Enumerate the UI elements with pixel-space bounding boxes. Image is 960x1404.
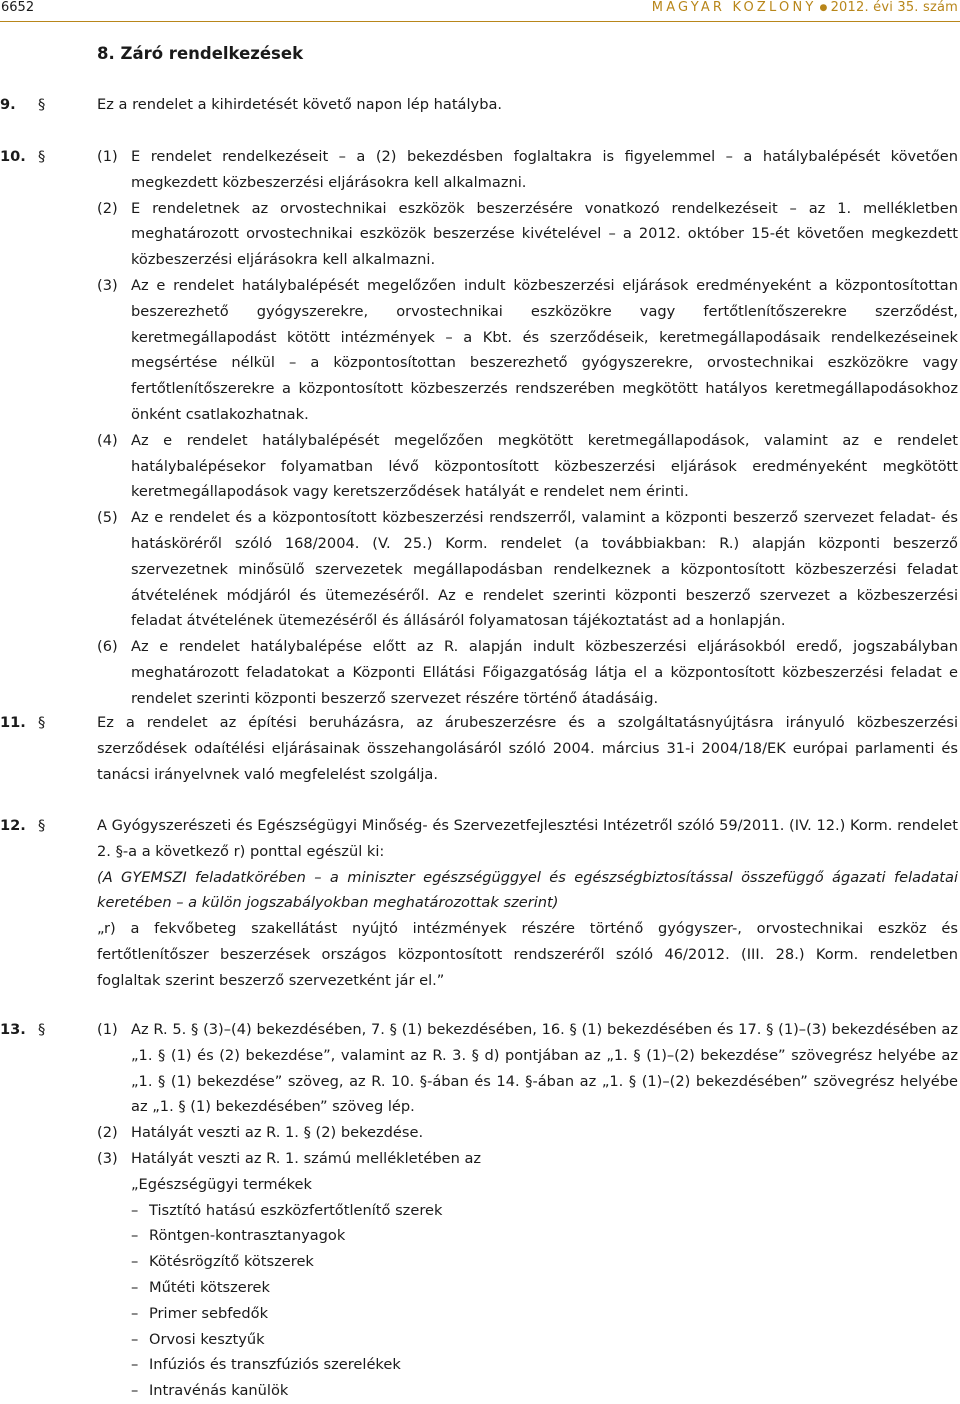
amendment-context: (A GYEMSZI feladatkörében – a miniszter egészségüggyel és egészségbiztosítással összefüggő ágazati feladatai keretében – a külön jogszabályokban meghatározottak szerint) [97, 868, 958, 912]
list-item-text: Intravénás kanülök [149, 1382, 289, 1400]
list-item-text: Kötésrögzítő kötszerek [149, 1253, 314, 1271]
section-mark: § [38, 714, 46, 731]
paragraph-6 [97, 634, 958, 711]
list-item-text: Tisztító hatású eszközfertőtlenítő szerek [149, 1201, 443, 1219]
list-item-text: Röntgen-kontrasztanyagok [149, 1227, 346, 1245]
paragraph-1 [97, 1017, 958, 1120]
section-number: 12. [0, 817, 26, 834]
paragraph-text: Hatályát veszti az R. 1. § (2) bekezdése. [131, 1124, 424, 1142]
dash-icon: – [131, 1253, 139, 1271]
repealed-heading: „Egészségügyi termékek [131, 1175, 312, 1193]
repealed-items-list [131, 1198, 958, 1404]
list-item [131, 1352, 958, 1378]
list-item-text: Infúziós és transzfúziós szerelékek [149, 1356, 401, 1374]
dash-icon: – [131, 1278, 139, 1296]
chapter-title: 8. Záró rendelkezések [97, 44, 304, 63]
dash-icon: – [131, 1382, 139, 1400]
paragraph-text: Az e rendelet hatálybalépése előtt az R. alapján indult közbeszerzési eljárásokból eredő, jogszabályban meghatározott feladatokat a Központi Ellátási Főigazgatóság látja el a központosított közbeszerzési feladat e rendelet szerinti központi beszerző szervezet részére történő átadásáig. [131, 638, 958, 707]
list-item [131, 1275, 958, 1301]
page-number: 6652 [1, 0, 35, 15]
paragraph-number: (2) [97, 1124, 118, 1142]
list-item [131, 1249, 958, 1275]
paragraph-text: Az e rendelet hatálybalépését megelőzően megkötött keretmegállapodások, valamint az e rendelet hatálybalépésekor folyamatban lévő központosított közbeszerzési eljárások eredményeként megkötött keretmegállapodások vagy keretszerződések hatályát e rendelet nem érinti. [131, 431, 958, 501]
paragraph-number: (1) [97, 148, 118, 165]
dash-icon: – [131, 1356, 139, 1374]
dash-icon: – [131, 1201, 139, 1219]
section-13 [0, 1017, 960, 1404]
paragraph-text: E rendelet rendelkezéseit – a (2) bekezdésben foglaltakra is figyelemmel – a hatálybalépését követően megkezdett közbeszerzési eljárásokra kell alkalmazni. [131, 148, 958, 191]
page-header [0, 0, 960, 20]
paragraph-number: (3) [97, 1149, 118, 1167]
section-number: 10. [0, 148, 26, 165]
section-11 [0, 710, 960, 787]
list-item [131, 1198, 958, 1224]
journal-info [652, 0, 958, 16]
list-item-text: Primer sebfedők [149, 1304, 269, 1322]
paragraph-text: E rendeletnek az orvostechnikai eszközök beszerzésére vonatkozó rendelkezéseit – az 1. mellékletben meghatározott orvostechnikai eszközök beszerzése kivételével – a 2012. október 15-ét követően megkezdett közbeszerzési eljárásokra kell alkalmazni. [131, 199, 958, 269]
list-item [131, 1378, 958, 1404]
paragraph-text: Az R. 5. § (3)–(4) bekezdésében, 7. § (1) bekezdésében, 16. § (1) bekezdésében és 17. § (1)–(3) bekezdésében az „1. § (1) és (2) bekezdése”, valamint az R. 3. § d) pontjában az „1. § (1)–(2) bekezdése” szövegrész helyébe az „1. § (1) bekezdése” szöveg, az R. 10. §-ában és 14. §-ában az „1. § (1)–(2) bekezdésében” szövegrész helyébe az „1. § (1) bekezdésében” szöveg lép. [131, 1021, 958, 1116]
section-10 [0, 144, 960, 712]
bullet-separator-icon: ● [819, 3, 828, 13]
dash-icon: – [131, 1304, 139, 1322]
list-item [131, 1223, 958, 1249]
paragraph-5 [97, 505, 958, 634]
list-item [131, 1327, 958, 1353]
section-number: 11. [0, 714, 26, 731]
section-mark: § [38, 817, 46, 834]
list-item-text: Műtéti kötszerek [149, 1278, 270, 1296]
paragraph-text: Az e rendelet és a központosított közbeszerzési rendszerről, valamint a központi beszerző szervezet feladat- és hatásköréről szóló 168/2004. (V. 25.) Korm. rendelet (a továbbiakban: R.) alapján központi beszerző szervezetnek minősülő szervezetek megállapodásban rendelkeznek a központosított közbeszerzési feladat átvételének módjáról és ütemezéséről. Az e rendelet szerinti központi beszerző szervezet a közbeszerzési feladat átvételének ütemezéséről és állásáról folyamatosan tájékoztatást ad a honlapján. [131, 509, 958, 630]
paragraph-number: (6) [97, 638, 118, 656]
section-9 [0, 92, 960, 118]
section-text: Ez a rendelet az építési beruházásra, az árubeszerzésre és a szolgáltatásnyújtásra irányuló közbeszerzési szerződések odaítélési eljárásainak összehangolásáról szóló 2004. március 31-i 2004/18/EK európai parlamenti és tanácsi irányelvnek való megfelelést szolgálja. [97, 714, 958, 783]
journal-title: MAGYAR KÖZLÖNY [651, 0, 817, 15]
paragraph-number: (5) [97, 509, 118, 527]
issue-label: 2012. évi 35. szám [830, 0, 958, 15]
paragraph-number: (2) [97, 199, 118, 217]
dash-icon: – [131, 1227, 139, 1245]
section-12 [0, 813, 960, 994]
amendment-intro: A Gyógyszerészeti és Egészségügyi Minőség- és Szervezetfejlesztési Intézetről szóló 59/2011. (IV. 12.) Korm. rendelet 2. §-a a következő r) ponttal egészül ki: [97, 817, 958, 860]
paragraph-2 [97, 196, 958, 273]
section-mark: § [38, 148, 46, 165]
section-text: Ez a rendelet a kihirdetését követő napon lép hatályba. [97, 96, 503, 113]
paragraph-number: (3) [97, 276, 118, 294]
paragraph-4 [97, 428, 958, 505]
paragraph-number: (4) [97, 431, 118, 449]
paragraph-2 [97, 1120, 958, 1146]
list-item [131, 1301, 958, 1327]
paragraph-1 [97, 144, 958, 196]
dash-icon: – [131, 1330, 139, 1348]
section-mark: § [38, 96, 46, 113]
paragraph-text: Hatályát veszti az R. 1. számú mellékletében az [131, 1149, 482, 1167]
amendment-quote: „r) a fekvőbeteg szakellátást nyújtó intézmények részére történő gyógyszer-, orvostechnikai eszköz és fertőtlenítőszer beszerzések országos központosított rendszeréről szóló 46/2012. (III. 28.) Korm. rendeletben foglaltak szerint beszerző szervezetként jár el.” [97, 920, 958, 989]
paragraph-3 [97, 1146, 958, 1404]
section-number: 9. [0, 96, 16, 113]
paragraph-number: (1) [97, 1021, 118, 1038]
list-item-text: Orvosi kesztyűk [149, 1330, 265, 1348]
section-number: 13. [0, 1021, 26, 1038]
section-mark: § [38, 1021, 46, 1038]
paragraph-text: Az e rendelet hatálybalépését megelőzően indult közbeszerzési eljárások eredményeként a központosítottan beszerezhető gyógyszerekre, orvostechnikai eszközökre vagy fertőtlenítőszerekre szerződést, keretmegállapodást kötött intézmények – a Kbt. és szerződéseik, keretmegállapodásaik rendelkezéseinek megsértése nélkül – a központosítottan beszerezhető gyógyszerekre, orvostechnikai eszközökre vagy fertőtlenítőszerekre a központosított közbeszerzés rendszerében megkötött hatályos keretmegállapodásokhoz önként csatlakozhatnak. [131, 276, 958, 423]
header-rule [0, 21, 960, 22]
paragraph-3 [97, 273, 958, 428]
